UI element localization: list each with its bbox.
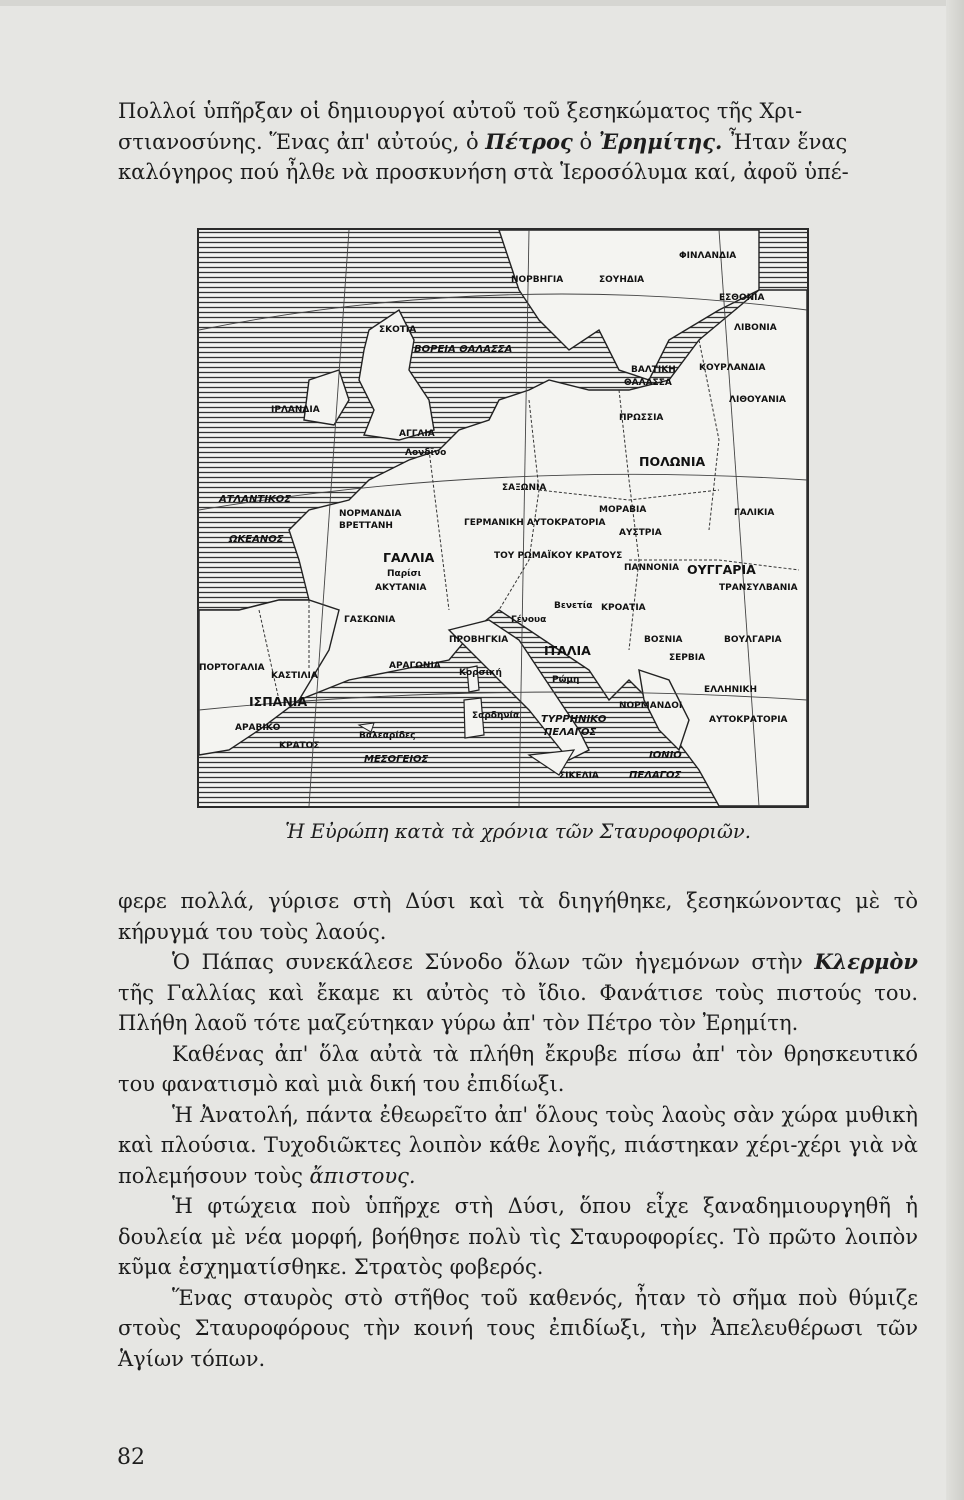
label-castile: ΚΑΣΤΙΛΙΑ [271, 671, 318, 681]
label-portugal: ΠΟΡΤΟΓΑΛΙΑ [199, 663, 265, 673]
intro-line-1-text: Πολλοί ὑπῆρξαν οἱ δημιουργοί αὐτοῦ τοῦ ξεσηκώματος τῆς Χρι- [118, 99, 803, 123]
intro-line-2 [118, 127, 918, 158]
label-aquitaine: ΑΚΥΤΑΝΙΑ [375, 583, 427, 593]
label-gascony: ΓΑΣΚΩΝΙΑ [344, 615, 396, 625]
page-right-edge [946, 0, 964, 1500]
paragraph-4 [118, 1100, 918, 1192]
label-mediterranean: ΜΕΣΟΓΕΙΟΣ [364, 754, 429, 765]
label-ocean: ΩΚΕΑΝΟΣ [229, 534, 284, 545]
article: ὁ [579, 129, 593, 154]
figure-caption: Ἡ Εὐρώπη κατὰ τὰ χρόνια τῶν Σταυροφοριῶν. [285, 820, 751, 843]
intro-text [118, 96, 918, 188]
paragraph-5: Ἡ φτώχεια ποὺ ὑπῆρχε στὴ Δύσι, ὅπου εἶχε ξαναδημιουργηθῆ ἡ δουλεία μὲ νέα μορφή, βοήθησε πολὺ τὶς Σταυροφορίες. Τὸ πρῶτο λοιπὸν κῦμα ἐσχηματίσθηκε. Στρατὸς φοβερός. [118, 1194, 918, 1279]
paragraph-4-start: Ἡ Ἀνατολή, πάντα ἐθεωρεῖτο ἀπ' ὅλους τοὺς λαοὺς σὰν χώρα μυθικὴ καὶ πλούσια. Τυχοδιῶκτες λοιπὸν κάθε λογῆς, πιάστηκαν χέρι-χέρι γιὰ νὰ πολεμήσουν τοὺς [118, 1102, 918, 1188]
label-baltic: ΒΑΛΤΙΚΗ [631, 365, 676, 375]
label-atlantic: ΑΤΛΑΝΤΙΚΟΣ [219, 494, 292, 505]
label-balearic: Βαλεαρίδες [359, 731, 416, 741]
label-galicia: ΓΑΛΙΚΙΑ [734, 508, 775, 518]
label-brittany: ΒΡΕΤΤΑΝΗ [339, 521, 393, 531]
label-bulgaria: ΒΟΥΛΓΑΡΙΑ [724, 635, 782, 645]
label-normandy: ΝΟΡΜΑΝΔΙΑ [339, 509, 402, 519]
label-pannonia: ΠΑΝΝΟΝΙΑ [624, 563, 680, 573]
europe-map-figure [197, 228, 809, 808]
label-bosnia: ΒΟΣΝΙΑ [644, 635, 683, 645]
label-moravia: ΜΟΡΑΒΙΑ [599, 505, 647, 515]
label-tyrrhenian: ΤΥΡΡΗΝΙΚΟ [541, 714, 607, 725]
europe-map [199, 230, 807, 806]
paragraph-2 [118, 947, 918, 1039]
paragraph-3: Καθένας ἀπ' ὅλα αὐτὰ τὰ πλήθη ἔκρυβε πίσω ἀπ' τὸν θρησκευτικό του φανατισμὸ καὶ μιὰ δική του ἐπιδίωξι. [118, 1041, 918, 1096]
label-state: ΚΡΑΤΟΣ [279, 741, 320, 751]
label-livonia: ΛΙΒΟΝΙΑ [734, 323, 777, 333]
page-top-edge [0, 0, 964, 6]
label-italy: ΙΤΑΛΙΑ [544, 643, 591, 658]
word-apistous: ἄπιστους. [309, 1163, 416, 1188]
intro-line-3 [118, 157, 918, 188]
label-sweden: ΣΟΥΗΔΙΑ [599, 275, 645, 285]
label-arab: ΑΡΑΒΙΚΟ [235, 723, 281, 733]
label-hellas: ΕΛΛΗΝΙΚΗ [704, 685, 757, 695]
label-kourlandia: ΚΟΥΡΛΑΝΔΙΑ [699, 363, 766, 373]
paragraph-6: Ἕνας σταυρὸς στὸ στῆθος τοῦ καθενός, ἦταν τὸ σῆμα ποὺ θύμιζε στοὺς Σταυροφόρους τὴν κοινή τους ἐπιδίωξι, τὴν Ἀπελευθέρωσι τῶν Ἁγίων τόπων. [118, 1285, 918, 1371]
label-rome: Ρώμη [552, 675, 580, 685]
label-hungary: ΟΥΓΓΑΡΙΑ [687, 562, 756, 577]
place-clermont: Κλερμὸν [814, 949, 918, 974]
label-lithuania: ΛΙΘΟΥΑΝΙΑ [729, 395, 786, 405]
paragraph-2-start: Ὁ Πάπας συνεκάλεσε Σύνοδο ὅλων τῶν ἡγεμόνων στὴν [172, 950, 803, 974]
intro-line-2-text: στιανοσύνης. Ἕνας ἀπ' αὐτούς, ὁ [118, 129, 479, 154]
label-saxony: ΣΑΞΩΝΙΑ [502, 483, 547, 493]
label-serbia: ΣΕΡΒΙΑ [669, 653, 706, 663]
label-roman-empire: ΤΟΥ ΡΩΜΑΪΚΟΥ ΚΡΑΤΟΥΣ [494, 551, 623, 561]
label-sardinia: Σαρδηνία [472, 711, 520, 721]
intro-line-3-text: καλόγηρος πού ἦλθε νὰ προσκυνήση στὰ Ἱεροσόλυμα καί, ἀφοῦ ὑπέ- [118, 160, 849, 184]
label-transylvania: ΤΡΑΝΣΥΛΒΑΝΙΑ [719, 583, 798, 593]
label-england: ΑΓΓΛΙΑ [399, 429, 435, 439]
label-paris: Παρίσι [387, 569, 422, 579]
name-eremites: Ἐρημίτης. [598, 128, 723, 154]
label-empire: ΑΥΤΟΚΡΑΤΟΡΙΑ [709, 715, 788, 725]
label-ireland: ΙΡΛΑΝΔΙΑ [271, 405, 320, 415]
label-estonia: ΕΣΘΟΝΙΑ [719, 293, 765, 303]
label-london: Λονδῖνο [405, 448, 447, 458]
label-normans: ΝΟΡΜΑΝΔΟΙ [619, 701, 683, 711]
label-provence: ΠΡΟΒΗΓΚΙΑ [449, 635, 509, 645]
label-finland: ΦΙΝΛΑΝΔΙΑ [679, 251, 737, 261]
label-north-sea: ΒΟΡΕΙΑ ΘΑΛΑΣΣΑ [414, 344, 513, 355]
label-germanic-empire: ΓΕΡΜΑΝΙΚΗ ΑΥΤΟΚΡΑΤΟΡΙΑ [464, 518, 606, 528]
label-venice: Βενετία [554, 601, 593, 611]
paragraph-1: φερε πολλά, γύρισε στὴ Δύσι καὶ τὰ διηγήθηκε, ξεσηκώνοντας μὲ τὸ κήρυγμά του τοὺς λαούς. [118, 889, 918, 944]
label-tyrrhenian-sea: ΠΕΛΑΓΟΣ [544, 727, 597, 738]
label-sicily: ΣΙΚΕΛΙΑ [559, 771, 599, 781]
label-scotland: ΣΚΟΤΙΑ [379, 325, 417, 335]
intro-line-2-end: Ἦταν ἕνας [729, 129, 848, 154]
name-petros: Πέτρος [485, 128, 573, 154]
label-france: ΓΑΛΛΙΑ [383, 550, 435, 565]
label-croatia: ΚΡΟΑΤΙΑ [601, 603, 646, 613]
paragraph-2-end: τῆς Γαλλίας καὶ ἔκαμε κι αὐτὸς τὸ ἴδιο. Φανάτισε τοὺς πιστούς του. Πλήθη λαοῦ τότε μαζεύτηκαν γύρω ἀπ' τὸν Πέτρο τὸν Ἐρημίτη. [118, 980, 918, 1035]
label-norway: ΝΟΡΒΗΓΙΑ [511, 275, 564, 285]
label-prussia: ΠΡΩΣΣΙΑ [619, 413, 664, 423]
label-genoa: Γένουα [511, 615, 547, 625]
label-baltic-sea: ΘΑΛΑΣΣΑ [624, 378, 672, 388]
label-aragon: ΑΡΑΓΩΝΙΑ [389, 661, 441, 671]
label-ionian: ΙΟΝΙΟ [649, 750, 682, 761]
label-ionian-sea: ΠΕΛΑΓΟΣ [629, 770, 682, 781]
page-number: 82 [117, 1445, 145, 1470]
label-poland: ΠΟΛΩΝΙΑ [639, 454, 706, 469]
intro-line-1 [118, 96, 918, 127]
label-spain: ΙΣΠΑΝΙΑ [249, 694, 308, 709]
label-austria: ΑΥΣΤΡΙΑ [619, 528, 662, 538]
label-corsica: Κορσική [459, 668, 502, 678]
body-text [118, 886, 918, 1374]
